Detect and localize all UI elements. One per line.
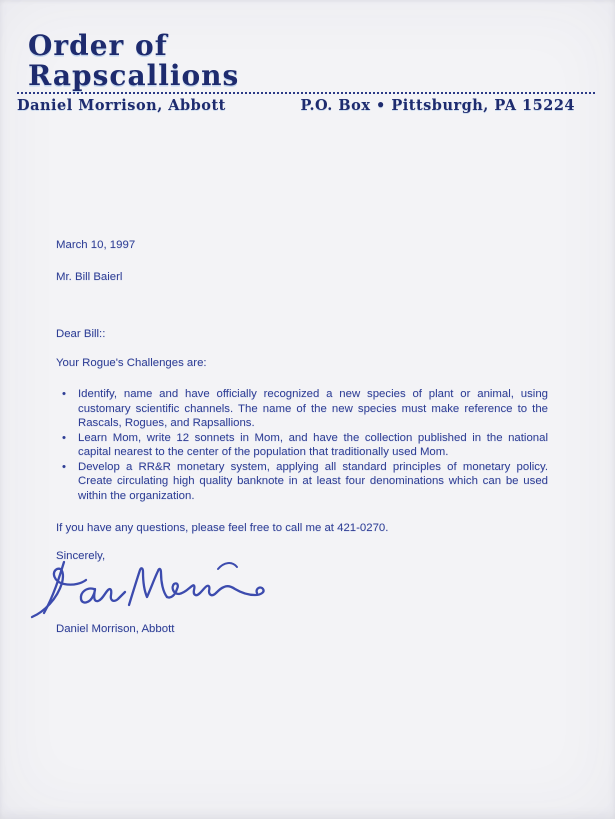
challenges-intro: Your Rogue's Challenges are: <box>56 357 207 369</box>
sender-name-line: Daniel Morrison, Abbott <box>56 623 175 635</box>
challenges-list <box>56 387 548 503</box>
letterhead-abbott-name: Daniel Morrison, Abbott <box>17 97 226 114</box>
bullet-icon: • <box>62 388 66 400</box>
letter-body <box>56 0 548 819</box>
letterhead-address: P.O. Box • Pittsburgh, PA 15224 <box>300 97 575 114</box>
closing-line: If you have any questions, please feel free to call me at 421-0270. <box>56 522 389 534</box>
challenge-item-text: Identify, name and have officially recognized a new species of plant or animal, using customary scientific channels. The name of the new species must make reference to the Rascals, Rogues, and Rapsallions. <box>78 388 548 429</box>
handwritten-signature <box>28 557 278 625</box>
challenge-item-2 <box>56 431 548 460</box>
bullet-icon: • <box>62 431 66 444</box>
recipient-line: Mr. Bill Baierl <box>56 271 123 283</box>
date-line: March 10, 1997 <box>56 239 136 251</box>
signoff: Sincerely, <box>56 550 106 562</box>
challenge-item-1 <box>56 387 548 431</box>
bullet-icon: • <box>62 460 66 473</box>
salutation: Dear Bill:: <box>56 328 106 340</box>
challenge-item-text: Develop a RR&R monetary system, applying all standard principles of monetary policy. Create circulating high quality banknote in at least four denominations which can be used within the organization. <box>78 460 548 502</box>
org-name-line1: Order of <box>28 29 168 62</box>
challenge-item-text: Learn Mom, write 12 sonnets in Mom, and have the collection published in the national capital nearest to the center of the population that traditionally used Mom. <box>78 431 548 458</box>
challenge-item-3 <box>56 460 548 504</box>
org-name-line2: Rapscallions <box>28 59 240 92</box>
